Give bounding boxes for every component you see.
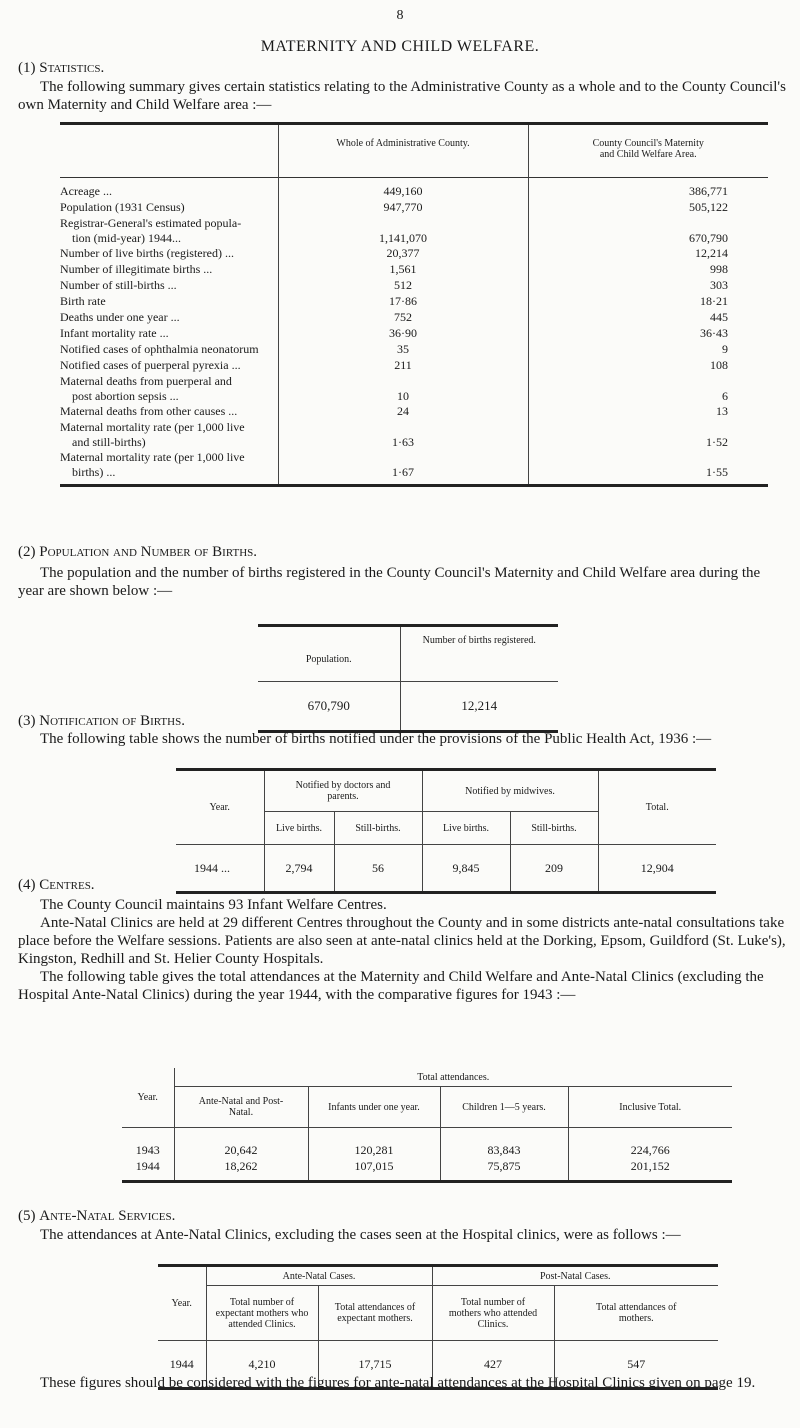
section-5-text: The attendances at Ante-Natal Clinics, excluding the cases seen at the Hospital clinics, were as follows :— <box>40 1227 681 1243</box>
section-3-heading: (3) Notification of Births. <box>18 713 185 729</box>
welfare-area-value: 108 <box>528 358 768 374</box>
col-header-inclusive-total: Inclusive Total. <box>568 1087 732 1128</box>
mothers-attended-value: 427 <box>432 1341 554 1389</box>
notification-table <box>176 768 716 894</box>
admin-county-value: 1,561 <box>278 262 528 278</box>
ante-post-natal-value: 20,642 <box>174 1142 308 1158</box>
col-header-infants: Infants under one year. <box>308 1087 440 1128</box>
col-header-year: Year. <box>122 1068 174 1128</box>
statistic-label: Maternal deaths from puerperal and post abortion sepsis ... <box>60 374 232 403</box>
section-4-heading: (4) Centres. <box>18 877 95 893</box>
admin-county-value: 1·63 <box>278 420 528 450</box>
midwives-still-births: 209 <box>510 845 598 893</box>
welfare-area-value: 1·55 <box>528 450 768 480</box>
statistics-row <box>60 342 768 358</box>
col-header-year: Year. <box>176 770 264 845</box>
statistic-label: Registrar-General's estimated popula- tion (mid-year) 1944... <box>60 216 242 245</box>
col-header-births: Number of births registered. <box>400 626 558 682</box>
admin-county-value: 20,377 <box>278 246 528 262</box>
statistics-row <box>60 216 768 246</box>
col-header-ante-post-natal: Ante-Natal and Post-Natal. <box>174 1087 308 1128</box>
population-table <box>258 624 558 733</box>
col-header-expectant-mothers: Total number of expectant mothers who attended Clinics. <box>206 1286 318 1341</box>
welfare-area-value: 6 <box>528 374 768 404</box>
admin-county-value: 449,160 <box>278 184 528 200</box>
welfare-area-value: 12,214 <box>528 246 768 262</box>
mothers-attendances-value: 547 <box>554 1341 718 1389</box>
welfare-area-value: 505,122 <box>528 200 768 216</box>
population-value: 670,790 <box>307 698 350 713</box>
welfare-area-value: 303 <box>528 278 768 294</box>
col-header-post-natal-cases: Post-Natal Cases. <box>432 1266 718 1286</box>
statistics-row <box>60 358 768 374</box>
section-3-text: The following table shows the number of births notified under the provisions of the Public Health Act, 1936 :— <box>40 731 712 747</box>
col-header-total: Total. <box>598 770 716 845</box>
page-number: 8 <box>396 8 404 23</box>
statistics-row <box>60 184 768 200</box>
statistics-table <box>60 122 768 487</box>
admin-county-value: 947,770 <box>278 200 528 216</box>
statistics-row <box>60 404 768 420</box>
col-header-midwives-still: Still-births. <box>510 812 598 845</box>
section-2-heading: (2) Population and Number of Births. <box>18 544 258 560</box>
col-header-admin-county: Whole of Administrative County. <box>278 124 528 178</box>
statistic-label: Notified cases of puerperal pyrexia ... <box>60 358 241 372</box>
col-header-midwives-live: Live births. <box>422 812 510 845</box>
statistics-row <box>60 262 768 278</box>
admin-county-value: 752 <box>278 310 528 326</box>
col-header-doctors-parents: Notified by doctors and parents. <box>264 770 422 812</box>
attendance-year: 1944 <box>135 1158 160 1173</box>
statistics-row <box>60 278 768 294</box>
admin-county-value: 35 <box>278 342 528 358</box>
admin-county-value: 211 <box>278 358 528 374</box>
children-value: 83,843 <box>440 1142 568 1158</box>
section-5-heading: (5) Ante-Natal Services. <box>18 1208 176 1224</box>
welfare-area-value: 36·43 <box>528 326 768 342</box>
statistic-label: Number of illegitimate births ... <box>60 262 213 276</box>
children-value: 75,875 <box>440 1158 568 1174</box>
col-header-welfare-area: County Council's Maternity and Child Welfare Area. <box>528 124 768 178</box>
statistic-label: Maternal mortality rate (per 1,000 live and still-births) <box>60 420 245 449</box>
expectant-attendances-value: 17,715 <box>318 1341 432 1389</box>
welfare-area-value: 13 <box>528 404 768 420</box>
inclusive-total-value: 224,766 <box>568 1142 732 1158</box>
col-header-doctors-still: Still-births. <box>334 812 422 845</box>
statistic-label: Number of live births (registered) ... <box>60 246 234 260</box>
statistics-row <box>60 294 768 310</box>
welfare-area-value: 445 <box>528 310 768 326</box>
doctors-still-births: 56 <box>334 845 422 893</box>
admin-county-value: 24 <box>278 404 528 420</box>
section-2-text: The population and the number of births registered in the County Council's Maternity and Child Welfare area during the year are shown below :— <box>18 565 761 599</box>
statistics-row <box>60 310 768 326</box>
welfare-area-value: 1·52 <box>528 420 768 450</box>
section-1-heading: (1) Statistics. <box>18 60 105 76</box>
notification-total: 12,904 <box>598 845 716 893</box>
welfare-area-value: 386,771 <box>528 184 768 200</box>
expectant-mothers-value: 4,210 <box>206 1341 318 1389</box>
statistic-label: Population (1931 Census) <box>60 200 185 214</box>
welfare-area-value: 670,790 <box>528 216 768 246</box>
attendance-year: 1943 <box>135 1142 160 1157</box>
statistic-label: Infant mortality rate ... <box>60 326 169 340</box>
admin-county-value: 10 <box>278 374 528 404</box>
ante-natal-year: 1944 <box>169 1356 194 1371</box>
statistics-row <box>60 374 768 404</box>
col-header-year: Year. <box>158 1266 206 1341</box>
col-header-midwives: Notified by midwives. <box>422 770 598 812</box>
page-title: MATERNITY AND CHILD WELFARE. <box>260 38 540 55</box>
statistic-label: Acreage ... <box>60 184 112 198</box>
admin-county-value: 1·67 <box>278 450 528 480</box>
attendance-row <box>122 1158 732 1174</box>
ante-natal-table <box>158 1264 718 1390</box>
statistic-label: Maternal deaths from other causes ... <box>60 404 238 418</box>
welfare-area-value: 18·21 <box>528 294 768 310</box>
col-header-total-attendances: Total attendances. <box>174 1068 732 1087</box>
doctors-live-births: 2,794 <box>264 845 334 893</box>
section-1-intro: The following summary gives certain statistics relating to the Administrative County as a whole and to the County Council's own Maternity and Child Welfare area :— <box>18 79 786 113</box>
statistics-row <box>60 246 768 262</box>
col-header-doctors-live: Live births. <box>264 812 334 845</box>
statistic-label: Deaths under one year ... <box>60 310 180 324</box>
statistics-row <box>60 200 768 216</box>
midwives-live-births: 9,845 <box>422 845 510 893</box>
infants-value: 107,015 <box>308 1158 440 1174</box>
col-header-expectant-attendances: Total attendances of expectant mothers. <box>318 1286 432 1341</box>
statistics-row <box>60 420 768 450</box>
attendances-table <box>122 1068 732 1183</box>
statistic-label: Maternal mortality rate (per 1,000 live births) ... <box>60 450 245 479</box>
admin-county-value: 1,141,070 <box>278 216 528 246</box>
admin-county-value: 36·90 <box>278 326 528 342</box>
col-header-mothers-attendances: Total attendances of mothers. <box>554 1286 718 1341</box>
col-header-population: Population. <box>305 653 352 665</box>
col-header-children: Children 1—5 years. <box>440 1087 568 1128</box>
section-5-footer: These figures should be considered with the figures for ante-natal attendances at the Hospital Clinics given on page 19. <box>40 1375 756 1391</box>
admin-county-value: 17·86 <box>278 294 528 310</box>
notification-year: 1944 ... <box>194 860 230 875</box>
ante-post-natal-value: 18,262 <box>174 1158 308 1174</box>
welfare-area-value: 998 <box>528 262 768 278</box>
inclusive-total-value: 201,152 <box>568 1158 732 1174</box>
infants-value: 120,281 <box>308 1142 440 1158</box>
statistics-row <box>60 450 768 480</box>
statistic-label: Birth rate <box>60 294 106 308</box>
statistic-label: Notified cases of ophthalmia neonatorum <box>60 342 259 356</box>
statistics-row <box>60 326 768 342</box>
admin-county-value: 512 <box>278 278 528 294</box>
col-header-ante-natal-cases: Ante-Natal Cases. <box>206 1266 432 1286</box>
col-header-mothers-attended: Total number of mothers who attended Clinics. <box>432 1286 554 1341</box>
births-value: 12,214 <box>400 682 558 732</box>
section-4-text: The County Council maintains 93 Infant Welfare Centres. Ante-Natal Clinics are held at 29 different Centres throughout the County and in some districts ante-natal consultations take place before the Welfare sessions. Patients are also seen at ante-natal clinics held at the Dorking, Epsom, Guildford (St. Luke's), Kingston, Redhill and St. Helier County Hospitals. The following table gives the total attendances at the Maternity and Child Welfare and Ante-Natal Clinics (excluding the Hospital Ante-Natal Clinics) during the year 1944, with the comparative figures for 1943 :— <box>18 897 786 1003</box>
attendance-row <box>122 1142 732 1158</box>
welfare-area-value: 9 <box>528 342 768 358</box>
statistic-label: Number of still-births ... <box>60 278 177 292</box>
